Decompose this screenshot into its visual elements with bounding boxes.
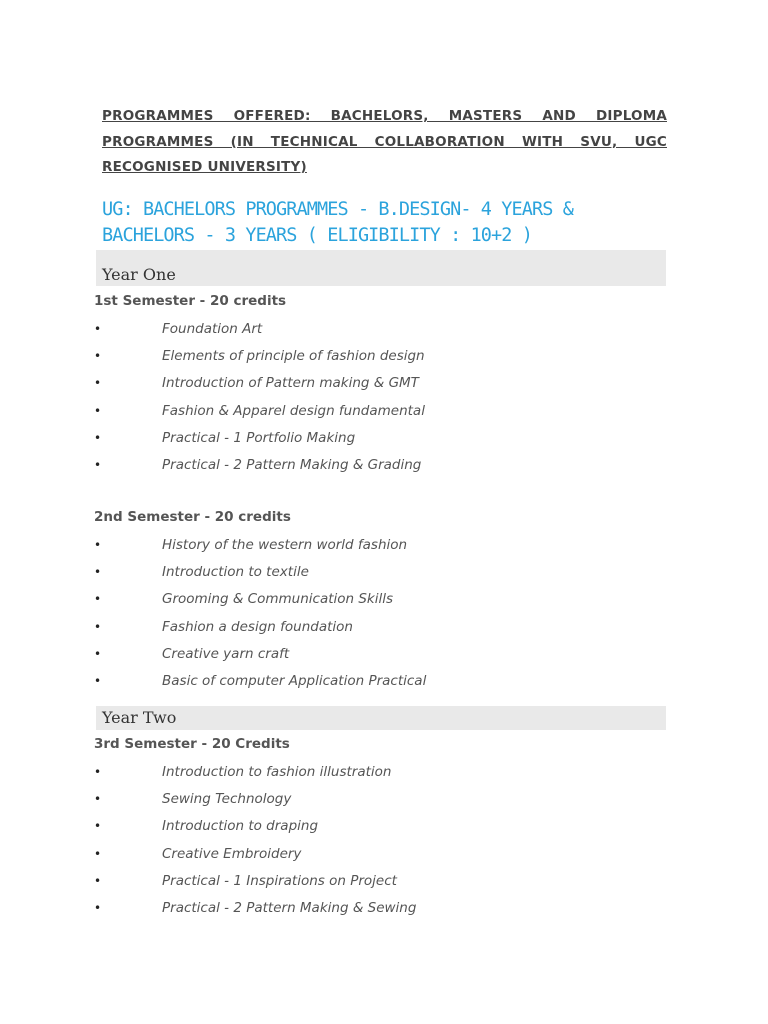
list-item (94, 668, 654, 695)
course-name: Fashion & Apparel design fundamental (162, 402, 425, 419)
list-item (94, 786, 654, 813)
list-item (94, 316, 654, 343)
bullet-icon: • (94, 792, 102, 807)
bullet-icon: • (94, 538, 102, 552)
list-item (94, 370, 654, 397)
year-label: Year Two (102, 708, 177, 727)
course-name: Practical - 1 Portfolio Making (162, 429, 356, 446)
list-item (94, 641, 654, 668)
list-item (94, 614, 654, 641)
course-name: Elements of principle of fashion design (162, 348, 425, 365)
course-name: Introduction to draping (162, 818, 319, 835)
bullet-icon: • (94, 765, 102, 779)
bullet-icon: • (94, 619, 102, 634)
course-name: Practical - 2 Pattern Making & Sewing (162, 899, 417, 916)
ug-programmes-heading: UG: BACHELORS PROGRAMMES - B.DESIGN- 4 YEARS & BACHELORS - 3 YEARS ( ELIGIBILITY : 10+2 ) (102, 199, 573, 246)
course-name: Practical - 2 Pattern Making & Grading (162, 456, 422, 473)
year-two-header (96, 706, 666, 730)
year-one-header (96, 250, 666, 286)
programmes-offered-heading: PROGRAMMES OFFERED: BACHELORS, MASTERS AND DIPLOMA PROGRAMMES (IN TECHNICAL COLLABORATION WITH SVU, UGC RECOGNISED UNIVERSITY) (102, 108, 667, 175)
list-item (94, 425, 654, 452)
list-item (94, 586, 654, 613)
course-name: Foundation Art (162, 321, 263, 337)
bullet-icon: • (94, 457, 102, 472)
bullet-icon: • (94, 873, 102, 888)
bullet-icon: • (94, 565, 102, 580)
bullet-icon: • (94, 846, 102, 861)
bullet-icon: • (94, 376, 102, 391)
bullet-icon: • (94, 592, 102, 607)
list-item (94, 759, 654, 786)
course-name: Practical - 1 Inspirations on Project (162, 872, 397, 889)
list-item (94, 559, 654, 586)
bullet-icon: • (94, 349, 102, 364)
course-name: Introduction of Pattern making & GMT (162, 375, 419, 392)
course-name: Grooming & Communication Skills (162, 591, 394, 608)
semester-2-course-list (94, 532, 654, 695)
bullet-icon: • (94, 900, 102, 915)
course-name: Introduction to textile (162, 564, 309, 581)
bullet-icon: • (94, 322, 102, 336)
list-item (94, 452, 654, 479)
bullet-icon: • (94, 403, 102, 418)
bullet-icon: • (94, 430, 102, 445)
course-name: Creative Embroidery (162, 845, 302, 862)
bullet-icon: • (94, 819, 102, 834)
semester-title: 3rd Semester - 20 Credits (94, 736, 290, 752)
list-item (94, 398, 654, 425)
semester-title: 2nd Semester - 20 credits (94, 509, 291, 525)
semester-1-course-list (94, 316, 654, 479)
course-name: Basic of computer Application Practical (162, 672, 427, 689)
semester-title: 1st Semester - 20 credits (94, 293, 287, 309)
bullet-icon: • (94, 673, 102, 688)
course-name: Fashion a design foundation (162, 618, 353, 635)
year-label: Year One (102, 265, 176, 284)
list-item (94, 895, 654, 922)
list-item (94, 841, 654, 868)
semester-3-course-list (94, 759, 654, 922)
list-item (94, 868, 654, 895)
list-item (94, 813, 654, 840)
course-name: Creative yarn craft (162, 645, 290, 662)
course-name: Introduction to fashion illustration (162, 764, 392, 780)
course-name: History of the western world fashion (162, 537, 408, 553)
list-item (94, 532, 654, 559)
course-name: Sewing Technology (162, 791, 292, 808)
list-item (94, 343, 654, 370)
bullet-icon: • (94, 646, 102, 661)
